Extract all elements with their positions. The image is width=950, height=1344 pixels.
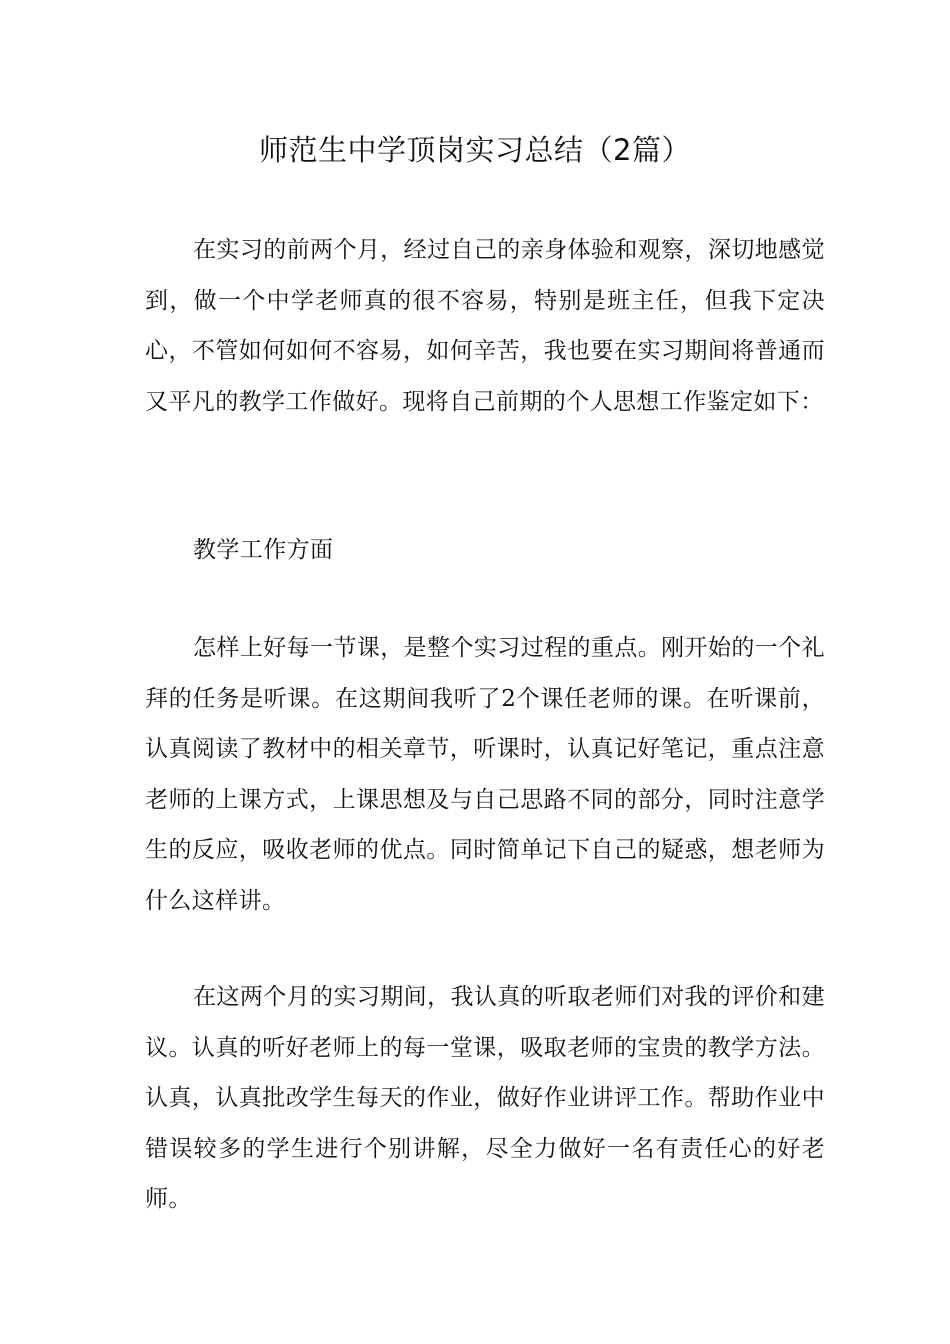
paragraph-feedback: 在这两个月的实习期间，我认真的听取老师们对我的评价和建议。认真的听好老师上的每一堂课，吸取老师的宝贵的教学方法。认真，认真批改学生每天的作业，做好作业讲评工作。帮助作业中错误较多的学生进行个别讲解，尽全力做好一名有责任心的好老师。 [145,984,825,1212]
paragraph-intro: 在实习的前两个月，经过自己的亲身体验和观察，深切地感觉到，做一个中学老师真的很不容易，特别是班主任，但我下定决心，不管如何如何不容易，如何辛苦，我也要在实习期间将普通而又平凡的教学工作做好。现将自己前期的个人思想工作鉴定如下： [145,237,825,415]
paragraph-lesson-observation: 怎样上好每一节课，是整个实习过程的重点。刚开始的一个礼拜的任务是听课。在这期间我听了2个课任老师的课。在听课前，认真阅读了教材中的相关章节，听课时，认真记好笔记，重点注意老师的上课方式，上课思想及与自己思路不同的部分，同时注意学生的反应，吸收老师的优点。同时简单记下自己的疑惑，想老师为什么这样讲。 [145,635,825,914]
document-title: 师范生中学顶岗实习总结（2篇） [259,133,691,167]
section-heading-teaching: 教学工作方面 [193,537,334,563]
